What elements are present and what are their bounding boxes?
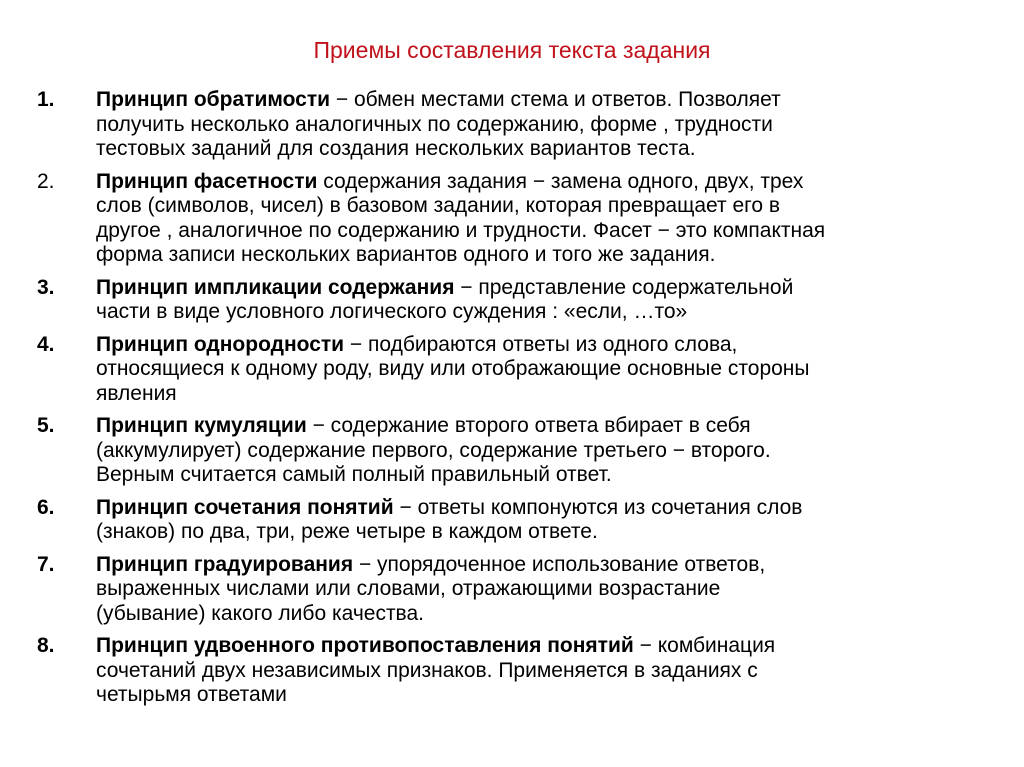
item-number: 5. — [37, 414, 55, 437]
item-text — [96, 414, 1001, 488]
text-line — [96, 553, 1001, 578]
line-text: форма записи нескольких вариантов одного и того же задания. — [96, 243, 716, 266]
principles-list — [0, 88, 1024, 716]
text-line — [96, 137, 1001, 162]
item-text — [96, 496, 1001, 545]
line-text: − подбираются ответы из одного слова, — [344, 332, 738, 356]
item-text — [96, 634, 1001, 708]
text-line — [96, 219, 1001, 244]
text-line — [96, 634, 1001, 659]
list-item — [0, 276, 1024, 325]
line-text: слов (символов, чисел) в базовом задании, которая превращает его в — [96, 194, 781, 217]
line-text: содержания задания − замена одного, двух, трех — [317, 169, 804, 193]
line-text: − обмен местами стема и ответов. Позволяет — [330, 88, 781, 111]
item-number: 2. — [37, 169, 55, 193]
list-item — [0, 170, 1024, 268]
text-line — [96, 382, 1001, 407]
text-line — [96, 463, 1001, 488]
text-line — [96, 243, 1001, 268]
text-line — [96, 496, 1001, 521]
principle-term: Принцип обратимости — [96, 88, 331, 111]
item-text — [96, 276, 1001, 325]
text-line — [96, 357, 1001, 382]
item-text — [96, 170, 1001, 268]
text-line — [96, 300, 1001, 325]
line-text: другое , аналогичное по содержанию и трудности. Фасет − это компактная — [96, 218, 826, 242]
text-line — [96, 577, 1001, 602]
principle-term: Принцип однородности — [96, 332, 345, 356]
line-text: (убывание) какого либо качества. — [96, 601, 424, 625]
text-line — [96, 683, 1001, 708]
line-text: относящиеся к одному роду, виду или отображающие основные стороны — [96, 357, 810, 380]
line-text: Верным считается самый полный правильный ответ. — [96, 463, 612, 486]
item-number: 4. — [37, 332, 55, 356]
line-text: выраженных числами или словами, отражающими возрастание — [96, 577, 721, 600]
line-text: − ответы компонуются из сочетания слов — [393, 495, 803, 519]
item-number: 6. — [37, 495, 55, 519]
line-text: (знаков) по два, три, реже четыре в каждом ответе. — [96, 520, 598, 543]
line-text: − комбинация — [633, 634, 776, 657]
text-line — [96, 276, 1001, 301]
principle-term: Принцип кумуляции — [96, 414, 307, 437]
line-text: части в виде условного логического суждения : «если, …то» — [96, 300, 688, 323]
item-number: 3. — [37, 275, 55, 299]
principle-term: Принцип сочетания понятий — [96, 495, 394, 519]
text-line — [96, 602, 1001, 627]
item-number: 8. — [37, 634, 55, 657]
list-item — [0, 496, 1024, 545]
list-item — [0, 88, 1024, 162]
line-text: тестовых заданий для создания нескольких вариантов теста. — [96, 137, 696, 160]
line-text: − содержание второго ответа вбирает в себя — [306, 414, 751, 437]
line-text: (аккумулирует) содержание первого, содержание третьего − второго. — [96, 438, 771, 462]
principle-term: Принцип фасетности — [96, 169, 318, 193]
item-text — [96, 88, 1001, 162]
principle-term: Принцип импликации содержания — [96, 275, 455, 299]
text-line — [96, 414, 1001, 439]
list-item — [0, 634, 1024, 708]
text-line — [96, 194, 1001, 219]
slide-title: Приемы составления текста задания — [313, 37, 711, 63]
line-text: четырьмя ответами — [96, 683, 287, 706]
line-text: − представление содержательной — [454, 275, 794, 299]
line-text: явления — [96, 381, 177, 405]
principle-term: Принцип удвоенного противопоставления понятий — [96, 634, 634, 657]
item-text — [96, 553, 1001, 627]
item-number: 1. — [37, 88, 55, 111]
text-line — [96, 333, 1001, 358]
list-item — [0, 553, 1024, 627]
line-text: − упорядоченное использование ответов, — [353, 552, 766, 576]
text-line — [96, 113, 1001, 138]
list-item — [0, 333, 1024, 407]
item-text — [96, 333, 1001, 407]
text-line — [96, 88, 1001, 113]
text-line — [96, 520, 1001, 545]
line-text: сочетаний двух независимых признаков. Применяется в заданиях с — [96, 658, 758, 682]
text-line — [96, 439, 1001, 464]
principle-term: Принцип градуирования — [96, 552, 354, 576]
text-line — [96, 170, 1001, 195]
text-line — [96, 659, 1001, 684]
list-item — [0, 414, 1024, 488]
item-number: 7. — [37, 552, 55, 576]
line-text: получить несколько аналогичных по содержанию, форме , трудности — [96, 112, 773, 136]
